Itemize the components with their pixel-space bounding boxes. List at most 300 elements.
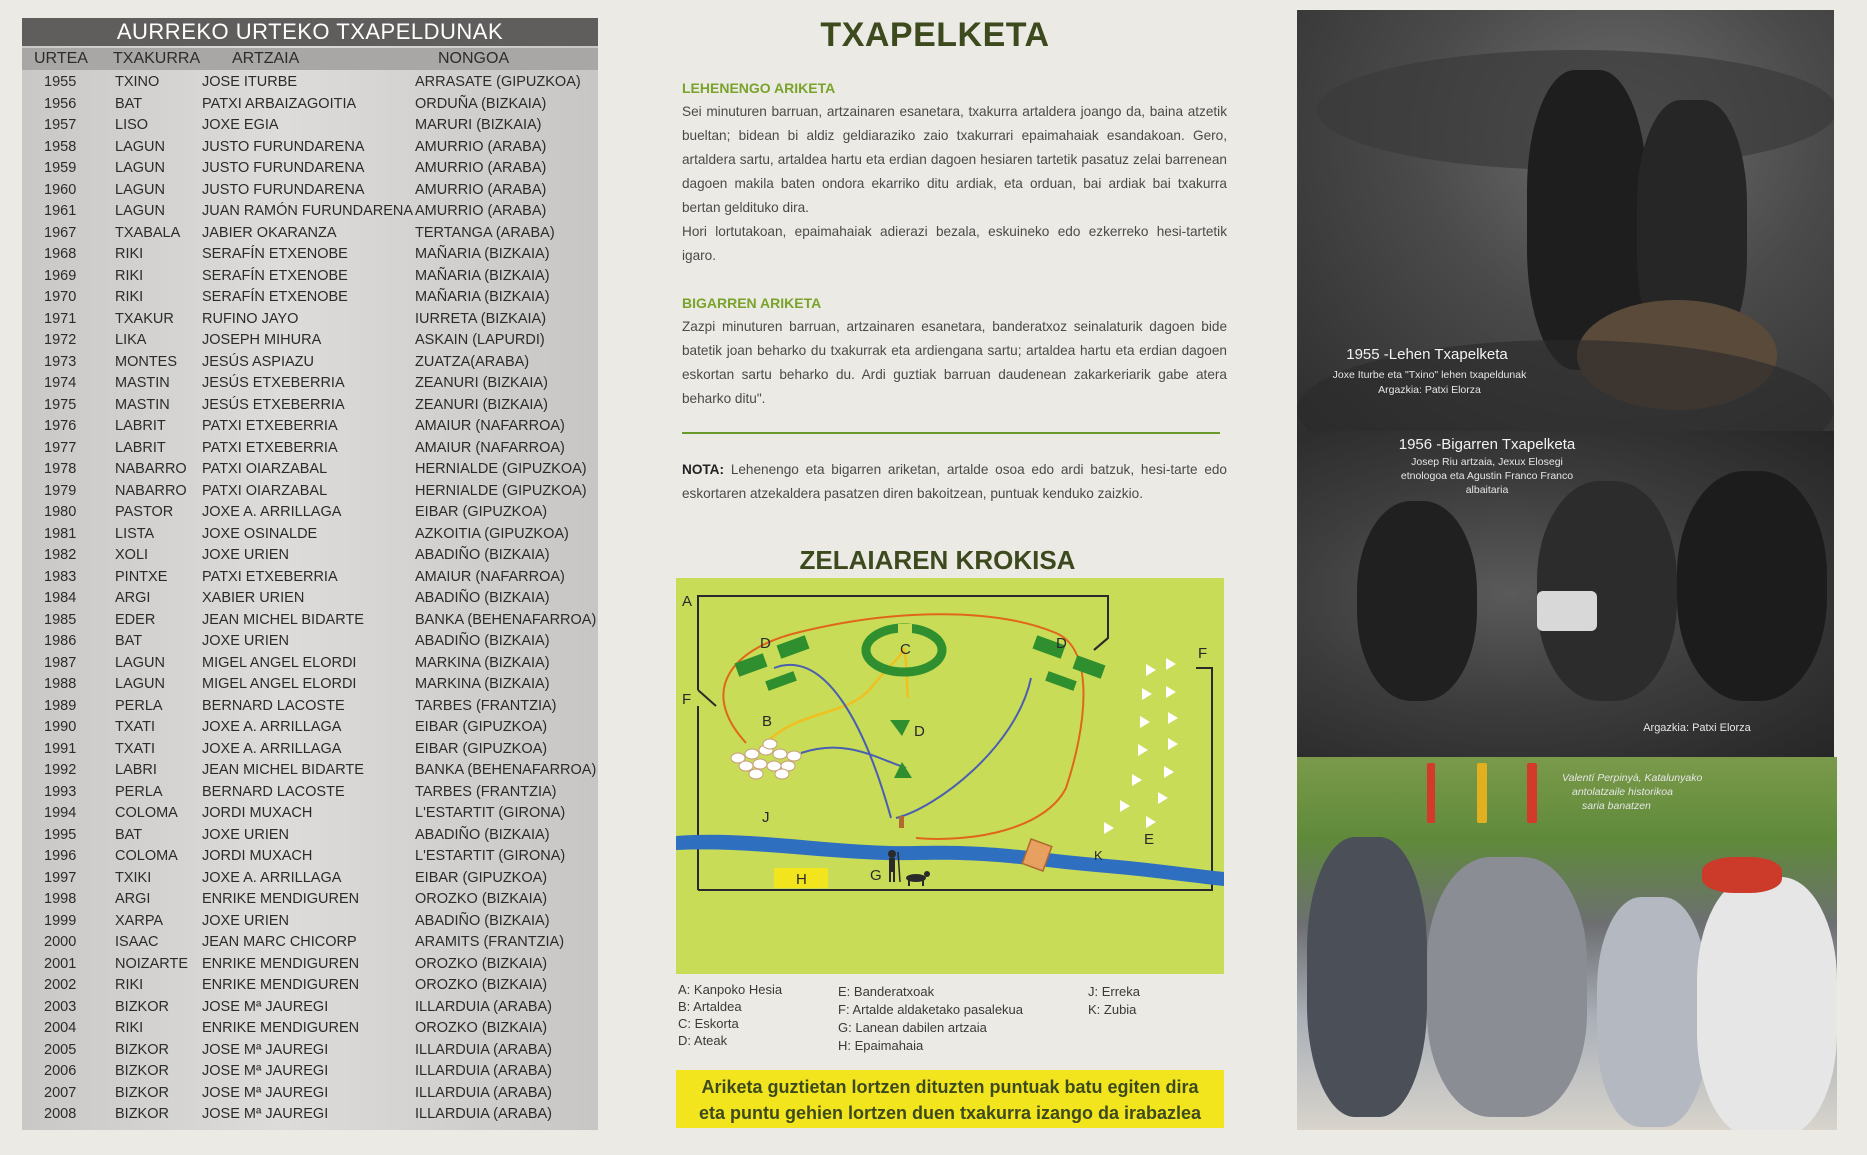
table-row [22, 954, 598, 976]
table-row [22, 94, 598, 116]
row-shepherd: SERAFÍN ETXENOBE [202, 246, 348, 262]
row-shepherd: PATXI OIARZABAL [202, 461, 328, 477]
table-row [22, 502, 598, 524]
row-dog: LABRI [115, 762, 157, 778]
table-row [22, 567, 598, 589]
table-row [22, 1061, 598, 1083]
label-E: E [1144, 831, 1155, 848]
label-J: J [762, 809, 770, 826]
row-dog: LABRIT [115, 418, 166, 434]
row-dog: NABARRO [115, 482, 187, 499]
row-year: 1980 [44, 504, 77, 520]
row-place: ABADIÑO (BIZKAIA) [415, 547, 550, 563]
row-place: HERNIALDE (GIPUZKOA) [415, 482, 587, 499]
section-text-first [682, 100, 1227, 268]
row-place: AMAIUR (NAFARROA) [415, 439, 565, 456]
label-K: K [1094, 848, 1103, 863]
row-shepherd: JUSTO FURUNDARENA [202, 138, 365, 155]
row-year: 1958 [44, 138, 77, 155]
gate-left-3 [765, 671, 797, 691]
table-row [22, 309, 598, 331]
row-shepherd: BERNARD LACOSTE [202, 697, 345, 714]
page-title: TXAPELKETA [820, 16, 1050, 54]
row-place: MARKINA (BIZKAIA) [415, 654, 550, 671]
row-shepherd: PATXI OIARZABAL [202, 482, 328, 499]
row-dog: LAGUN [115, 654, 165, 671]
table-row [22, 287, 598, 309]
row-dog: TXIKI [115, 869, 152, 886]
row-year: 1972 [44, 332, 77, 348]
table-row [22, 739, 598, 761]
row-dog: LAGUN [115, 160, 165, 176]
label-B: B [762, 713, 773, 730]
table-row [22, 997, 598, 1019]
row-place: ILLARDUIA (ARABA) [415, 1063, 552, 1079]
row-dog: RIKI [115, 1020, 144, 1036]
row-place: TARBES (FRANTZIA) [415, 697, 557, 714]
outer-fence-gap-left [698, 690, 716, 706]
legend-item: E: Banderatxoak [838, 984, 935, 999]
banner-line-2: eta puntu gehien lortzen duen txakurra izango da irabazlea [698, 1103, 1202, 1123]
row-shepherd: JOSE Mª JAUREGI [202, 1063, 329, 1079]
row-year: 1998 [44, 891, 77, 907]
row-year: 1975 [44, 396, 77, 413]
table-row [22, 975, 598, 997]
label-D-right: D [1056, 635, 1067, 652]
table-row [22, 481, 598, 503]
table-row [22, 524, 598, 546]
row-dog: ARGI [115, 590, 151, 606]
row-shepherd: JUAN RAMÓN FURUNDARENA [202, 203, 414, 219]
row-shepherd: JUSTO FURUNDARENA [202, 181, 365, 198]
table-row [22, 782, 598, 804]
label-D-left: D [760, 635, 771, 652]
row-shepherd: JOXE A. ARRILLAGA [202, 504, 342, 520]
row-shepherd: JOXE URIEN [202, 547, 290, 563]
photo-2-subcaption-2: etnologoa eta Agustin Franco Franco [1400, 470, 1574, 482]
row-shepherd: ENRIKE MENDIGUREN [202, 1020, 360, 1036]
outer-fence-gap-right [1094, 638, 1108, 650]
row-place: MARKINA (BIZKAIA) [415, 676, 550, 692]
label-D-center: D [914, 723, 925, 740]
table-row [22, 889, 598, 911]
row-place: ARAMITS (FRANTZIA) [415, 934, 565, 950]
row-year: 2000 [44, 934, 77, 950]
legend-item: A: Kanpoko Hesia [678, 982, 783, 997]
table-row [22, 115, 598, 137]
row-shepherd: JOXE A. ARRILLAGA [202, 869, 342, 886]
row-place: AMURRIO (ARABA) [415, 203, 547, 219]
table-row [22, 868, 598, 890]
gate-left-2 [777, 635, 810, 658]
row-year: 2007 [44, 1084, 77, 1101]
gate-right-3 [1045, 671, 1077, 691]
row-shepherd: JOSE Mª JAUREGI [202, 1106, 329, 1122]
row-shepherd: JOXE URIEN [202, 912, 290, 929]
row-shepherd: JESÚS ASPIAZU [202, 353, 315, 370]
sheep-flock [731, 739, 801, 779]
field-sketch-title: ZELAIAREN KROKISA [799, 545, 1076, 575]
row-place: ILLARDUIA (ARABA) [415, 1106, 552, 1122]
row-dog: COLOMA [115, 848, 178, 864]
blue-path-3 [801, 748, 906, 768]
row-shepherd: JEAN MARC CHICORP [202, 934, 357, 950]
pen-opening [898, 624, 912, 640]
row-dog: XOLI [115, 547, 149, 563]
river [676, 835, 1224, 886]
divider [682, 432, 1220, 434]
table-row [22, 266, 598, 288]
row-shepherd: MIGEL ANGEL ELORDI [202, 676, 357, 692]
row-shepherd: ENRIKE MENDIGUREN [202, 891, 360, 907]
note [682, 458, 1227, 506]
row-place: EIBAR (GIPUZKOA) [415, 740, 548, 757]
row-shepherd: JABIER OKARANZA [202, 224, 337, 241]
row-dog: NOIZARTE [115, 955, 189, 972]
row-shepherd: JUSTO FURUNDARENA [202, 160, 365, 176]
gate-right-2 [1073, 655, 1106, 678]
row-year: 1967 [44, 224, 77, 241]
row-dog: LAGUN [115, 138, 165, 155]
table-row [22, 459, 598, 481]
header-shepherd: ARTZAIA [232, 50, 300, 67]
row-dog: EDER [115, 611, 156, 628]
section-text-first-body: Sei minuturen barruan, artzainaren esanetara, txakurra artaldera joango da, baina atzetik bueltan; bidean bi aldiz geldiaraziko zaio txakurrari epaimahaiak esandakoan. Gero, artaldera sartu, artaldea hartu eta erdian dagoen hesiaren tartetik pasatuz zelai barrenean dagoen makila baten ondora ekarriko ditu ardiak, eta orduan, bai ardiak bai txakurra bertan geldituko dira. [682, 104, 1227, 215]
row-shepherd: SERAFÍN ETXENOBE [202, 289, 348, 305]
table-row [22, 416, 598, 438]
label-G: G [870, 867, 882, 884]
champions-header [22, 48, 598, 70]
legend-item: D: Ateak [678, 1033, 728, 1048]
photo-1-credit: Argazkia: Patxi Elorza [1378, 384, 1481, 396]
row-place: ABADIÑO (BIZKAIA) [415, 633, 550, 649]
photo-2-subcaption-1: Josep Riu artzaia, Jexux Elosegi [1411, 456, 1563, 468]
label-H: H [796, 871, 807, 888]
table-row [22, 438, 598, 460]
row-dog: TXATI [115, 719, 156, 735]
table-row [22, 717, 598, 739]
row-dog: RIKI [115, 977, 144, 993]
competition-panel [660, 0, 1240, 1155]
center-gate-top [890, 720, 910, 736]
photo-2-subcaption-3: albaitaria [1465, 484, 1509, 496]
row-dog: PINTXE [115, 568, 168, 585]
table-row [22, 610, 598, 632]
row-year: 1961 [44, 203, 77, 219]
table-row [22, 244, 598, 266]
champions-panel [22, 18, 598, 1130]
row-dog: ISAAC [115, 934, 159, 950]
row-dog: PASTOR [115, 504, 174, 520]
row-place: ABADIÑO (BIZKAIA) [415, 590, 550, 606]
row-year: 1986 [44, 633, 77, 649]
row-place: L'ESTARTIT (GIRONA) [415, 848, 566, 864]
row-dog: BIZKOR [115, 1063, 169, 1079]
table-row [22, 137, 598, 159]
row-year: 1955 [44, 74, 77, 90]
row-shepherd: PATXI ETXEBERRIA [202, 418, 338, 434]
row-year: 1985 [44, 611, 77, 628]
row-year: 1991 [44, 740, 77, 757]
row-shepherd: JORDI MUXACH [202, 805, 313, 821]
row-year: 1989 [44, 697, 77, 714]
row-place: EIBAR (GIPUZKOA) [415, 719, 548, 735]
row-place: AZKOITIA (GIPUZKOA) [415, 525, 569, 542]
row-year: 2004 [44, 1020, 77, 1036]
row-dog: BIZKOR [115, 998, 169, 1015]
row-dog: RIKI [115, 289, 144, 305]
table-row [22, 588, 598, 610]
row-year: 1997 [44, 869, 77, 886]
row-dog: COLOMA [115, 805, 178, 821]
table-row [22, 330, 598, 352]
row-place: OROZKO (BIZKAIA) [415, 955, 548, 972]
row-year: 1956 [44, 95, 77, 112]
row-place: MAÑARIA (BIZKAIA) [415, 246, 550, 262]
row-dog: MASTIN [115, 396, 170, 413]
row-dog: LAGUN [115, 181, 165, 198]
row-place: TERTANGA (ARABA) [415, 224, 555, 241]
table-row [22, 674, 598, 696]
blue-path-2 [896, 678, 1031, 818]
row-year: 1990 [44, 719, 77, 735]
row-shepherd: PATXI ETXEBERRIA [202, 439, 338, 456]
gate-left-1 [735, 653, 768, 676]
legend-item: H: Epaimahaia [838, 1038, 924, 1053]
photo-2-credit: Argazkia: Patxi Elorza [1643, 722, 1751, 734]
row-place: BANKA (BEHENAFARROA) [415, 762, 597, 778]
section-heading-second: BIGARREN ARIKETA [682, 295, 822, 311]
table-row [22, 932, 598, 954]
row-year: 2003 [44, 998, 77, 1015]
row-dog: BIZKOR [115, 1084, 169, 1101]
row-place: ARRASATE (GIPUZKOA) [415, 74, 581, 90]
row-place: ZEANURI (BIZKAIA) [415, 375, 548, 391]
row-year: 1995 [44, 826, 77, 843]
row-shepherd: JOSEPH MIHURA [202, 332, 322, 348]
row-dog: LISO [115, 117, 149, 133]
row-year: 1993 [44, 783, 77, 800]
row-dog: LISTA [115, 525, 155, 542]
row-shepherd: PATXI ARBAIZAGOITIA [202, 95, 357, 112]
row-year: 1987 [44, 654, 77, 671]
row-year: 2006 [44, 1063, 77, 1079]
row-shepherd: JOSE ITURBE [202, 74, 298, 90]
field-legend [678, 982, 1238, 1057]
row-place: HERNIALDE (GIPUZKOA) [415, 461, 587, 477]
row-place: ORDUÑA (BIZKAIA) [415, 95, 547, 112]
note-text: Lehenengo eta bigarren ariketan, artalde osoa edo ardi batzuk, hesi-tarte edo eskortaren atzekaldera pasatzen diren bakoitzean, puntuak kenduko zaizkio. [682, 462, 1227, 501]
photo-1956 [1297, 431, 1834, 757]
row-dog: TXINO [115, 74, 160, 90]
row-shepherd: XABIER URIEN [202, 590, 305, 606]
row-dog: TXABALA [115, 224, 181, 241]
photo-2-caption: 1956 -Bigarren Txapelketa [1398, 436, 1576, 453]
row-year: 1994 [44, 805, 77, 821]
table-row [22, 1083, 598, 1105]
table-row [22, 911, 598, 933]
legend-item: K: Zubia [1088, 1002, 1137, 1017]
row-shepherd: JOXE A. ARRILLAGA [202, 740, 342, 757]
table-row [22, 395, 598, 417]
header-place: NONGOA [438, 50, 510, 67]
row-shepherd: ENRIKE MENDIGUREN [202, 955, 360, 972]
row-year: 1968 [44, 246, 77, 262]
table-row [22, 201, 598, 223]
row-dog: MONTES [115, 353, 178, 370]
row-place: MAÑARIA (BIZKAIA) [415, 289, 550, 305]
row-shepherd: JEAN MICHEL BIDARTE [202, 611, 364, 628]
row-shepherd: BERNARD LACOSTE [202, 783, 345, 800]
row-year: 1974 [44, 375, 77, 391]
row-shepherd: JOXE URIEN [202, 826, 290, 843]
row-dog: RIKI [115, 267, 144, 284]
table-row [22, 223, 598, 245]
row-year: 1996 [44, 848, 77, 864]
photo-3-caption-1: Valentí Perpinyà, Katalunyako [1562, 772, 1703, 784]
photo-1955 [1297, 10, 1834, 431]
row-place: OROZKO (BIZKAIA) [415, 891, 548, 907]
table-row [22, 1018, 598, 1040]
row-place: AMURRIO (ARABA) [415, 160, 547, 176]
row-year: 1988 [44, 676, 77, 692]
row-dog: PERLA [115, 697, 163, 714]
row-dog: XARPA [115, 912, 164, 929]
label-F-left: F [682, 691, 692, 708]
row-dog: MASTIN [115, 375, 170, 391]
legend-item: F: Artalde aldaketako pasalekua [838, 1002, 1024, 1017]
row-shepherd: JESÚS ETXEBERRIA [202, 375, 345, 391]
table-row [22, 1040, 598, 1062]
banner-line-1: Ariketa guztietan lortzen dituzten puntuak batu egiten dira [701, 1077, 1199, 1097]
row-place: L'ESTARTIT (GIRONA) [415, 805, 566, 821]
table-row [22, 1104, 598, 1126]
stick [899, 816, 904, 828]
row-shepherd: JOSE Mª JAUREGI [202, 1041, 329, 1058]
row-dog: TXATI [115, 740, 156, 757]
row-year: 1969 [44, 267, 77, 284]
row-year: 1979 [44, 482, 77, 499]
row-place: ZUATZA(ARABA) [415, 353, 530, 370]
yellow-path [761, 648, 908, 748]
row-place: ZEANURI (BIZKAIA) [415, 396, 548, 413]
legend-item: C: Eskorta [678, 1016, 739, 1031]
legend-item: J: Erreka [1088, 984, 1141, 999]
row-year: 1957 [44, 117, 77, 133]
row-place: EIBAR (GIPUZKOA) [415, 504, 548, 520]
row-year: 2002 [44, 977, 77, 993]
row-place: ASKAIN (LAPURDI) [415, 332, 545, 348]
table-row [22, 72, 598, 94]
row-place: ABADIÑO (BIZKAIA) [415, 912, 550, 929]
row-dog: LAGUN [115, 676, 165, 692]
section-heading-first: LEHENENGO ARIKETA [682, 80, 836, 96]
row-year: 1960 [44, 181, 77, 198]
row-dog: LAGUN [115, 203, 165, 219]
photo-3-caption-2: antolatzaile historikoa [1572, 786, 1673, 798]
table-row [22, 373, 598, 395]
photo-prize-ceremony [1297, 757, 1837, 1130]
row-place: EIBAR (GIPUZKOA) [415, 869, 548, 886]
row-dog: LIKA [115, 332, 147, 348]
table-row [22, 760, 598, 782]
row-shepherd: JOXE URIEN [202, 633, 290, 649]
row-shepherd: JESÚS ETXEBERRIA [202, 396, 345, 413]
row-place: ILLARDUIA (ARABA) [415, 1041, 552, 1058]
row-dog: BAT [115, 95, 143, 112]
row-shepherd: RUFINO JAYO [202, 310, 299, 327]
row-year: 2008 [44, 1106, 77, 1122]
row-shepherd: JOSE Mª JAUREGI [202, 998, 329, 1015]
row-shepherd: JOXE OSINALDE [202, 525, 318, 542]
row-place: OROZKO (BIZKAIA) [415, 977, 548, 993]
table-row [22, 846, 598, 868]
row-shepherd: MIGEL ANGEL ELORDI [202, 654, 357, 671]
row-year: 1983 [44, 568, 77, 585]
row-dog: NABARRO [115, 461, 187, 477]
row-shepherd: JOXE EGIA [202, 117, 279, 133]
row-dog: BIZKOR [115, 1106, 169, 1122]
table-row [22, 631, 598, 653]
row-year: 1992 [44, 762, 77, 778]
label-C: C [900, 641, 911, 658]
row-shepherd: JOSE Mª JAUREGI [202, 1084, 329, 1101]
photo-1-subcaption: Joxe Iturbe eta "Txino" lehen txapeldunak [1332, 369, 1527, 381]
row-shepherd: JEAN MICHEL BIDARTE [202, 762, 364, 778]
label-F-right: F [1198, 645, 1208, 662]
photo-1-caption: 1955 -Lehen Txapelketa [1346, 346, 1508, 363]
header-year: URTEA [34, 50, 88, 67]
table-row [22, 653, 598, 675]
photo-3-caption-3: saria banatzen [1582, 800, 1651, 812]
row-place: AMAIUR (NAFARROA) [415, 568, 565, 585]
table-row [22, 825, 598, 847]
row-shepherd: ENRIKE MENDIGUREN [202, 977, 360, 993]
row-year: 1971 [44, 310, 77, 327]
row-dog: BAT [115, 826, 143, 843]
section-text-first-body2: Hori lortutakoan, epaimahaiak adierazi bezala, eskuineko edo ezkerreko hesi-tartetik igaro. [682, 224, 1227, 263]
row-place: ILLARDUIA (ARABA) [415, 1084, 552, 1101]
row-year: 1970 [44, 289, 77, 305]
row-place: MAÑARIA (BIZKAIA) [415, 267, 550, 284]
row-year: 1984 [44, 590, 77, 606]
row-dog: BIZKOR [115, 1041, 169, 1058]
row-year: 1978 [44, 461, 77, 477]
row-year: 1999 [44, 912, 77, 929]
scoring-banner [676, 1070, 1224, 1128]
row-shepherd: PATXI ETXEBERRIA [202, 568, 338, 585]
row-dog: PERLA [115, 783, 163, 800]
row-year: 2005 [44, 1041, 77, 1058]
champions-title: AURREKO URTEKO TXAPELDUNAK [22, 18, 598, 46]
row-dog: BAT [115, 633, 143, 649]
table-row [22, 696, 598, 718]
row-place: AMAIUR (NAFARROA) [415, 418, 565, 434]
note-label: NOTA: [682, 462, 725, 477]
row-place: OROZKO (BIZKAIA) [415, 1020, 548, 1036]
row-year: 1977 [44, 439, 77, 456]
table-row [22, 352, 598, 374]
row-shepherd: JOXE A. ARRILLAGA [202, 719, 342, 735]
row-dog: LABRIT [115, 439, 166, 456]
row-year: 2001 [44, 955, 77, 972]
row-place: BANKA (BEHENAFARROA) [415, 611, 597, 628]
row-year: 1981 [44, 525, 77, 542]
row-year: 1982 [44, 547, 77, 563]
table-row [22, 158, 598, 180]
table-row [22, 803, 598, 825]
row-dog: TXAKUR [115, 310, 174, 327]
